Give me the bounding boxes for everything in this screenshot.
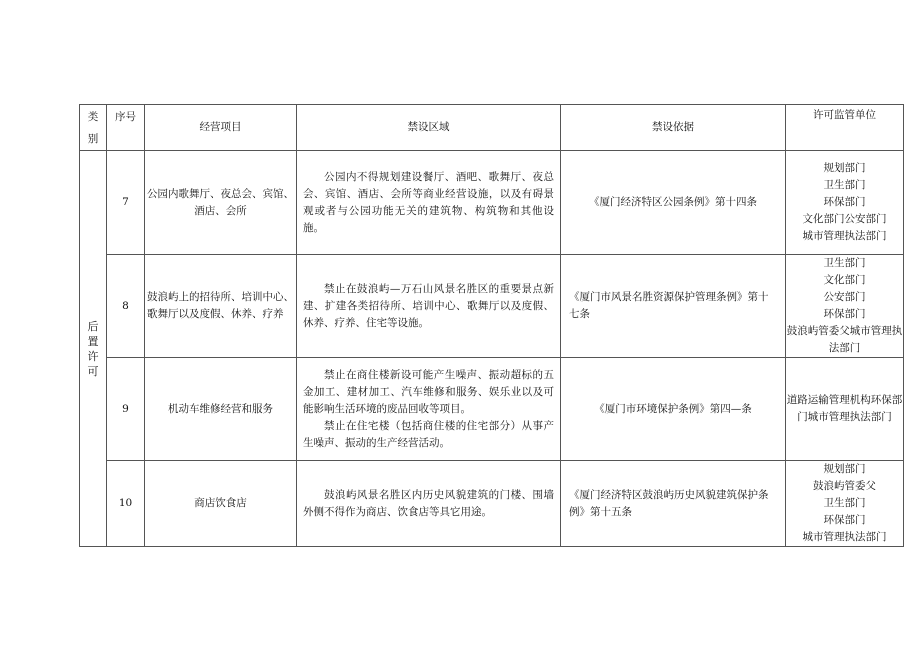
row-number: 7	[107, 151, 145, 255]
header-basis: 禁设依据	[561, 105, 786, 151]
supervising-units: 卫生部门 文化部门 公安部门 环保部门 鼓浪屿管委父城市管理执法部门	[786, 255, 904, 358]
business-item: 公园内歌舞厅、夜总会、宾馆、酒店、会所	[145, 151, 297, 255]
row-number: 10	[107, 461, 145, 547]
restricted-area: 公园内不得规划建设餐厅、酒吧、歌舞厅、夜总会、宾馆、酒店、会所等商业经营设施，以及有碍景观或者与公园功能无关的建筑物、构筑物和其他设施。	[297, 151, 561, 255]
restricted-area: 禁止在商住楼新设可能产生噪声、振动超标的五金加工、建材加工、汽车维修和服务、娱乐业以及可能影响生活环境的废品回收等项目。 禁止在住宅楼（包括商住楼的住宅部分）从事产生噪声、振动的生产经营活动。	[297, 358, 561, 461]
legal-basis: 《厦门市风景名胜资源保护管理条例》第十七条	[561, 255, 786, 358]
regulation-table	[79, 104, 904, 547]
row-number: 9	[107, 358, 145, 461]
header-number: 序号	[107, 105, 145, 151]
legal-basis: 《厦门市环境保护条例》第四—条	[561, 358, 786, 461]
business-item: 鼓浪屿上的招待所、培训中心、歌舞厅以及度假、休养、疗养	[145, 255, 297, 358]
row-number: 8	[107, 255, 145, 358]
header-area: 禁设区域	[297, 105, 561, 151]
business-item: 商店饮食店	[145, 461, 297, 547]
table-row	[80, 461, 904, 547]
header-category: 类别	[80, 105, 107, 151]
table-row	[80, 151, 904, 255]
supervising-units: 规划部门 鼓浪屿管委父 卫生部门 环保部门 城市管理执法部门	[786, 461, 904, 547]
restricted-area: 禁止在鼓浪屿—万石山风景名胜区的重要景点新建、扩建各类招待所、培训中心、歌舞厅以及度假、休养、疗养、住宅等设施。	[297, 255, 561, 358]
legal-basis: 《厦门经济特区公园条例》第十四条	[561, 151, 786, 255]
header-units: 许可监管单位	[786, 105, 904, 151]
table-row	[80, 255, 904, 358]
business-item: 机动车维修经营和服务	[145, 358, 297, 461]
legal-basis: 《厦门经济特区鼓浪屿历史风貌建筑保护条例》第十五条	[561, 461, 786, 547]
header-row	[80, 105, 904, 151]
supervising-units: 规划部门 卫生部门 环保部门 文化部门公安部门 城市管理执法部门	[786, 151, 904, 255]
restricted-area: 鼓浪屿风景名胜区内历史风貌建筑的门楼、围墙外侧不得作为商店、饮食店等具它用途。	[297, 461, 561, 547]
table-row	[80, 358, 904, 461]
category-cell: 后置许可	[80, 151, 107, 547]
supervising-units: 道路运输管理机构环保部门城市管理执法部门	[786, 358, 904, 461]
header-business: 经营项目	[145, 105, 297, 151]
